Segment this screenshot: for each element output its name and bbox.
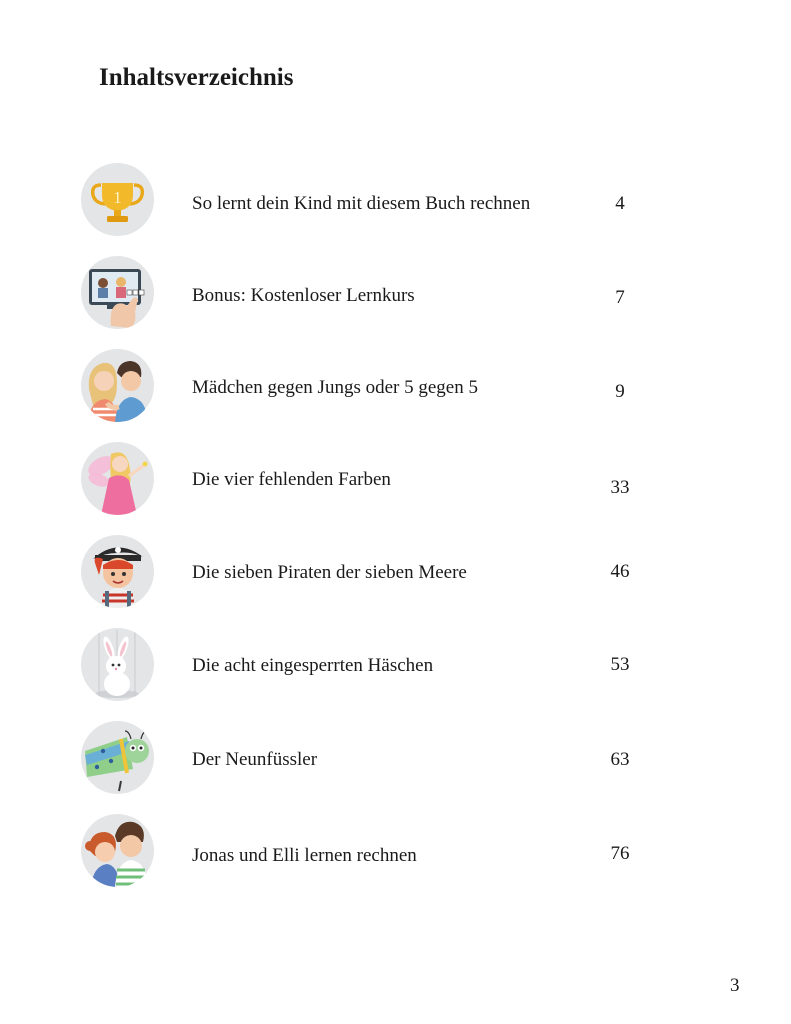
toc-entry-label: Bonus: Kostenloser Lernkurs [192, 285, 415, 306]
toc-entry[interactable] [0, 535, 791, 615]
pirate-icon [81, 535, 154, 608]
online-course-icon [81, 256, 154, 329]
page-title: Inhaltsverzeichnis [99, 64, 294, 91]
toc-entry-page: 76 [610, 843, 630, 864]
trophy-icon [81, 163, 154, 236]
toc-entry-page: 7 [615, 287, 625, 308]
toc-entry[interactable] [0, 442, 791, 522]
toc-entry-page: 63 [610, 749, 630, 770]
toc-entry-page: 46 [610, 561, 630, 582]
fairy-icon [81, 442, 154, 515]
toc-entry-label: Die acht eingesperrten Häschen [192, 655, 434, 676]
toc-entry-page: 9 [615, 381, 625, 402]
toc-entry[interactable] [0, 628, 791, 708]
bunny-icon [81, 628, 154, 701]
toc-entry-page: 53 [610, 654, 630, 675]
caterpillar-icon [81, 721, 154, 794]
page-number: 3 [730, 975, 740, 996]
girl-and-boy-icon [81, 349, 154, 422]
toc-entry-label: Der Neunfüssler [192, 749, 318, 770]
toc-entry-page: 33 [610, 477, 630, 498]
toc-entry-label: Die sieben Piraten der sieben Meere [192, 562, 467, 583]
toc-entry-label: Die vier fehlenden Farben [192, 469, 391, 490]
toc-entry-label: Jonas und Elli lernen rechnen [192, 845, 417, 866]
toc-entry[interactable] [0, 721, 791, 801]
toc-entry-label: Mädchen gegen Jungs oder 5 gegen 5 [192, 377, 478, 398]
children-icon [81, 814, 154, 887]
toc-entry[interactable] [0, 163, 791, 243]
toc-entry-page: 4 [615, 193, 625, 214]
toc-entry-label: So lernt dein Kind mit diesem Buch rechnen [192, 193, 531, 214]
toc-entry[interactable] [0, 256, 791, 336]
svg-text:1: 1 [113, 188, 122, 207]
toc-entry[interactable] [0, 349, 791, 429]
toc-entry[interactable] [0, 814, 791, 894]
